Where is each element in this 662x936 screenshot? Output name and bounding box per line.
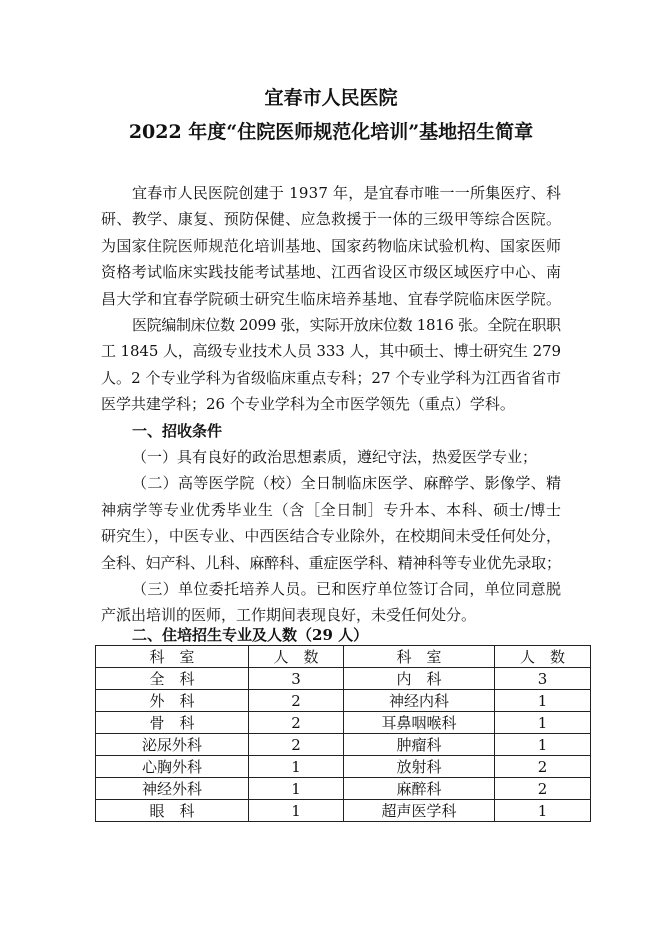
header-count: 人 数 <box>495 646 591 668</box>
paragraph-line: 医院编制床位数 2099 张，实际开放床位数 1816 张。全院在职职 <box>132 316 561 334</box>
count-cell: 1 <box>495 690 591 712</box>
count-cell: 1 <box>249 756 344 778</box>
table-row <box>96 756 591 778</box>
dept-cell: 泌尿外科 <box>96 734 249 756</box>
count-cell: 2 <box>249 734 344 756</box>
paragraph-line: 资格考试临床实践技能考试基地、江西省设区市级区域医疗中心、南 <box>101 263 562 281</box>
document-title: 宜春市人民医院 <box>264 87 398 109</box>
table-row <box>96 800 591 822</box>
dept-cell: 肿瘤科 <box>344 734 495 756</box>
table-row <box>96 690 591 712</box>
header-count: 人 数 <box>249 646 344 668</box>
count-cell: 2 <box>249 712 344 734</box>
dept-cell: 心胸外科 <box>96 756 249 778</box>
paragraph-line: 研、教学、康复、预防保健、应急救援于一体的三级甲等综合医院。 <box>101 210 562 228</box>
count-cell: 3 <box>249 668 344 690</box>
table-row <box>96 778 591 800</box>
dept-cell: 神经内科 <box>344 690 495 712</box>
paragraph-line: 神病学等专业优秀毕业生（含［全日制］专升本、本科、硕士/博士 <box>101 501 562 519</box>
dept-cell: 耳鼻咽喉科 <box>344 712 495 734</box>
count-cell: 2 <box>495 778 591 800</box>
dept-cell: 全 科 <box>96 668 249 690</box>
paragraph-line: （二）高等医学院（校）全日制临床医学、麻醉学、影像学、精 <box>132 474 562 492</box>
paragraph-line: 产派出培训的医师，工作期间表现良好，未受任何处分。 <box>101 606 477 624</box>
header-dept: 科 室 <box>344 646 495 668</box>
header-dept: 科 室 <box>96 646 249 668</box>
paragraph-line: 昌大学和宜春学院硕士研究生临床培养基地、宜春学院临床医学院。 <box>101 290 562 308</box>
count-cell: 2 <box>495 756 591 778</box>
paragraph-line: 人。2 个专业学科为省级临床重点专科；27 个专业学科为江西省省市 <box>101 369 562 387</box>
paragraph-line: 医学共建学科；26 个专业学科为全市医学领先（重点）学科。 <box>101 395 515 413</box>
count-cell: 1 <box>249 800 344 822</box>
table-row <box>96 712 591 734</box>
dept-cell: 超声医学科 <box>344 800 495 822</box>
dept-cell: 神经外科 <box>96 778 249 800</box>
section-heading: 一、招收条件 <box>132 422 223 440</box>
paragraph-line: 工 1845 人，高级专业技术人员 333 人，其中硕士、博士研究生 279 <box>101 342 561 360</box>
paragraph-line: （三）单位委托培养人员。已和医疗单位签订合同，单位同意脱 <box>132 580 562 598</box>
section-heading: 二、住培招生专业及人数（29 人） <box>132 626 369 644</box>
enrollment-table <box>95 645 591 822</box>
paragraph-line: 宜春市人民医院创建于 1937 年，是宜春市唯一一所集医疗、科 <box>132 184 562 202</box>
count-cell: 1 <box>495 734 591 756</box>
table-header-row <box>96 646 591 668</box>
document-subtitle: 2022 年度“住院医师规范化培训”基地招生简章 <box>128 121 534 143</box>
table-row <box>96 668 591 690</box>
dept-cell: 内 科 <box>344 668 495 690</box>
paragraph-line: （一）具有良好的政治思想素质，遵纪守法，热爱医学专业； <box>132 448 538 466</box>
dept-cell: 放射科 <box>344 756 495 778</box>
paragraph-line: 为国家住院医师规范化培训基地、国家药物临床试验机构、国家医师 <box>101 237 562 255</box>
dept-cell: 骨 科 <box>96 712 249 734</box>
count-cell: 2 <box>249 690 344 712</box>
count-cell: 1 <box>495 800 591 822</box>
count-cell: 1 <box>495 712 591 734</box>
dept-cell: 眼 科 <box>96 800 249 822</box>
dept-cell: 外 科 <box>96 690 249 712</box>
count-cell: 3 <box>495 668 591 690</box>
table-row <box>96 734 591 756</box>
count-cell: 1 <box>249 778 344 800</box>
paragraph-line: 研究生），中医专业、中西医结合专业除外，在校期间未受任何处分， <box>101 527 562 545</box>
paragraph-line: 全科、妇产科、儿科、麻醉科、重症医学科、精神科等专业优先录取； <box>101 554 561 572</box>
dept-cell: 麻醉科 <box>344 778 495 800</box>
